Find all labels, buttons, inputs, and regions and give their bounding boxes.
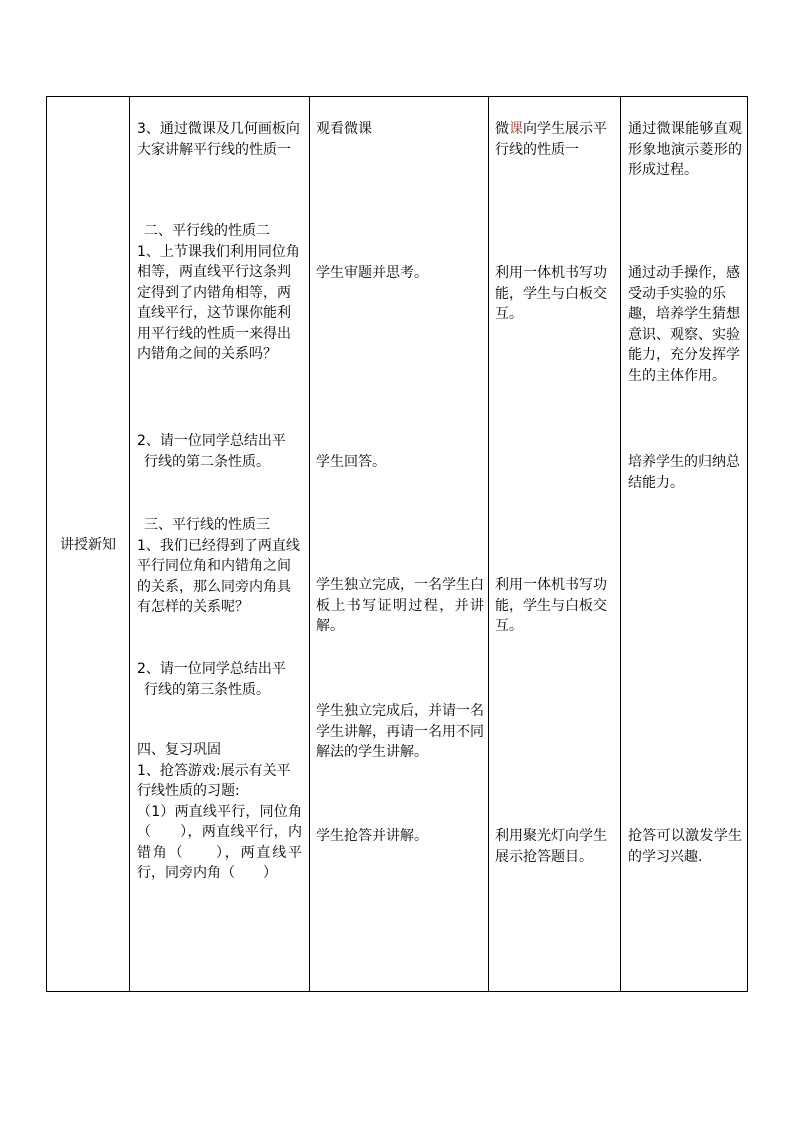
section-heading: 四、复习巩固 (137, 742, 221, 758)
student-block-6 (316, 826, 484, 847)
media-block-4 (495, 826, 617, 867)
content-block-5 (137, 659, 302, 700)
media-block-1 (495, 119, 617, 160)
intent-block-4 (628, 826, 742, 867)
content-block-2 (137, 221, 302, 365)
stage-cell (47, 97, 130, 992)
content-text: 行线的第二条性质。 (144, 453, 270, 470)
media-block-3 (495, 575, 617, 637)
student-block-3 (316, 452, 484, 473)
content-text: 2、请一位同学总结出平 (137, 661, 286, 677)
intent-block-1 (628, 119, 742, 181)
section-heading: 三、平行线的性质三 (144, 517, 270, 533)
media-text: 利用聚光灯向学生展示抢答题目。 (495, 828, 607, 865)
content-block-4 (137, 515, 302, 618)
content-text: 行线的第三条性质。 (144, 681, 270, 698)
student-block-5 (316, 701, 484, 763)
student-text: 学生审题并思考。 (316, 265, 428, 281)
student-activity-cell (310, 97, 489, 992)
content-text: 1、抢答游戏:展示有关平行线性质的习题: (137, 762, 291, 799)
student-text: 学生独立完成，一名学生白板上书写证明过程，并讲解。 (316, 577, 484, 634)
intent-cell (621, 97, 748, 992)
media-text: 微课向学生展示平行线的性质一 (495, 121, 607, 158)
content-text: 1、我们已经得到了两直线平行同位角和内错角之间的关系，那么同旁内角具有怎样的关系呢？ (137, 537, 300, 615)
intent-text: 抢答可以激发学生的学习兴趣. (628, 828, 742, 865)
stage-label: 讲授新知 (60, 537, 116, 553)
lesson-plan-table (46, 96, 748, 992)
intent-text: 培养学生的归纳总结能力。 (628, 454, 740, 491)
content-block-3 (137, 431, 302, 472)
table-row (47, 97, 748, 992)
media-text: 利用一体机书写功能，学生与白板交互。 (495, 577, 607, 634)
media-text: 利用一体机书写功能，学生与白板交互。 (495, 265, 607, 322)
content-text: 2、请一位同学总结出平 (137, 433, 286, 449)
content-block-1 (137, 119, 302, 160)
intent-text: 通过微课能够直观形象地演示菱形的形成过程。 (628, 121, 742, 178)
content-block-6 (137, 740, 302, 884)
student-block-1 (316, 119, 484, 140)
intent-block-2 (628, 263, 742, 386)
student-text: 学生独立完成后，并请一名学生讲解，再请一名用不同解法的学生讲解。 (316, 703, 484, 760)
content-text: 1、上节课我们利用同位角相等，两直线平行这条判定得到了内错角相等，两直线平行，这节课你能利用平行线的性质一来得出内错角之间的关系吗？ (137, 243, 300, 362)
student-text: 观看微课 (316, 121, 372, 137)
student-text: 学生回答。 (316, 454, 386, 470)
content-text: （1）两直线平行，同位角（ ），两直线平行，内错角（ ），两直线平行，同旁内角（ ） (137, 803, 302, 881)
media-cell (489, 97, 621, 992)
content-cell (130, 97, 310, 992)
media-block-2 (495, 263, 617, 325)
section-heading: 二、平行线的性质二 (144, 223, 270, 239)
student-block-2 (316, 263, 484, 284)
content-text: 3、通过微课及几何画板向大家讲解平行线的性质一 (137, 121, 300, 158)
student-text: 学生抢答并讲解。 (316, 828, 428, 844)
intent-block-3 (628, 452, 742, 493)
student-block-4 (316, 575, 484, 637)
intent-text: 通过动手操作，感受动手实验的乐趣，培养学生猜想意识、观察、实验能力，充分发挥学生的主体作用。 (628, 265, 740, 384)
